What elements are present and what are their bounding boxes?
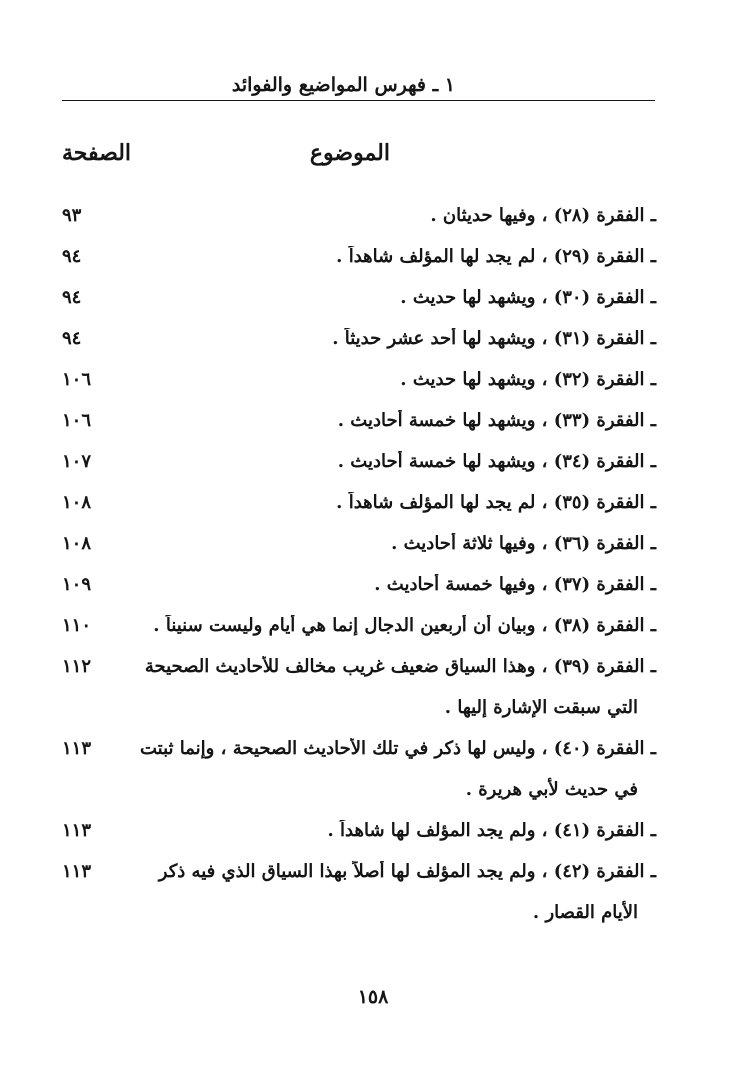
running-header-title: ١ ـ فهرس المواضيع والفوائد [231,74,455,96]
toc-entry-row [56,810,660,851]
toc-entry [56,359,660,400]
toc-entry-text: ـ الفقرة (٣٣) ، ويشهد لها خمسة أحاديث . [337,410,656,431]
header-rule [62,100,655,101]
toc-entry-page: ١٠٦ [62,410,92,431]
toc-entry-page: ١٠٨ [62,533,92,554]
toc-entry-text: ـ الفقرة (٣١) ، ويشهد لها أحد عشر حديثاً . [332,328,656,349]
toc-entry-page: ١٠٩ [62,574,92,595]
toc-entry-page: ١١٣ [62,738,92,759]
toc-entry [56,195,660,236]
toc-entry-row [56,277,660,318]
toc-entry [56,277,660,318]
toc-entry-text: ـ الفقرة (٢٨) ، وفيها حديثان . [430,205,656,226]
toc-entry-text: ـ الفقرة (٣٠) ، ويشهد لها حديث . [400,287,656,308]
toc-entry [56,482,660,523]
toc-entry-row [56,728,660,769]
toc-entry-page: ١١٣ [62,861,92,882]
toc-entry-row [56,605,660,646]
toc-entry-continuation: الأيام القصار . [532,902,638,923]
toc-entry-row [56,482,660,523]
page-number: ١٥٨ [357,986,389,1008]
toc-entry-text: ـ الفقرة (٣٨) ، وبيان أن أربعين الدجال إنما هي أيام وليست سنيناً . [153,615,656,636]
column-heading-topic: الموضوع [309,140,390,166]
toc-entry [56,605,660,646]
toc-entry-page: ٩٤ [62,246,82,267]
toc-entry-row [56,195,660,236]
toc-entry-page: ٩٤ [62,287,82,308]
toc-entry-row [56,359,660,400]
toc-entry-text: ـ الفقرة (٣٢) ، ويشهد لها حديث . [400,369,656,390]
toc-entry [56,236,660,277]
toc-entry-row [56,564,660,605]
toc-entry-text: ـ الفقرة (٣٧) ، وفيها خمسة أحاديث . [374,574,656,595]
toc-entry-text: ـ الفقرة (٤٠) ، وليس لها ذكر في تلك الأحاديث الصحيحة ، وإنما ثبتت [139,738,656,759]
toc-entry [56,400,660,441]
toc-entry-text: ـ الفقرة (٣٤) ، ويشهد لها خمسة أحاديث . [337,451,656,472]
toc-entry-row [56,236,660,277]
toc-entry-row [56,646,660,687]
toc-entry-page: ٩٤ [62,328,82,349]
toc-entry-text: ـ الفقرة (٣٦) ، وفيها ثلاثة أحاديث . [391,533,656,554]
toc-entry [56,728,660,810]
toc-entry [56,441,660,482]
toc-entry-page: ١١٠ [62,615,92,636]
toc-entry-row [56,523,660,564]
toc-entry [56,523,660,564]
toc-entry-page: ١١٢ [62,656,92,677]
toc-entry-text: ـ الفقرة (٣٥) ، لم يجد لها المؤلف شاهداً . [336,492,656,513]
toc-entry-page: ١١٣ [62,820,92,841]
toc-entry-row [56,318,660,359]
toc-entries [56,195,660,933]
running-header [62,68,655,102]
toc-entry-text: ـ الفقرة (٤٢) ، ولم يجد المؤلف لها أصلاً بهذا السياق الذي فيه ذكر [158,861,656,882]
column-heading-page: الصفحة [62,140,132,166]
toc-entry-text: ـ الفقرة (٤١) ، ولم يجد المؤلف لها شاهداً . [327,820,656,841]
toc-entry-page: ١٠٨ [62,492,92,513]
toc-entry-row [56,441,660,482]
toc-entry-page: ٩٣ [62,205,82,226]
toc-entry [56,318,660,359]
toc-entry-continuation: التي سبقت الإشارة إليها . [444,697,638,718]
toc-entry [56,646,660,728]
toc-entry [56,810,660,851]
toc-entry-page: ١٠٧ [62,451,92,472]
toc-entry-row [56,851,660,892]
toc-entry-text: ـ الفقرة (٣٩) ، وهذا السياق ضعيف غريب مخالف للأحاديث الصحيحة [144,656,656,677]
toc-entry-page: ١٠٦ [62,369,92,390]
toc-entry-continuation: في حديث لأبي هريرة . [465,779,638,800]
toc-entry-row [56,400,660,441]
toc-entry-text: ـ الفقرة (٢٩) ، لم يجد لها المؤلف شاهداً . [336,246,656,267]
toc-entry [56,851,660,933]
toc-entry [56,564,660,605]
